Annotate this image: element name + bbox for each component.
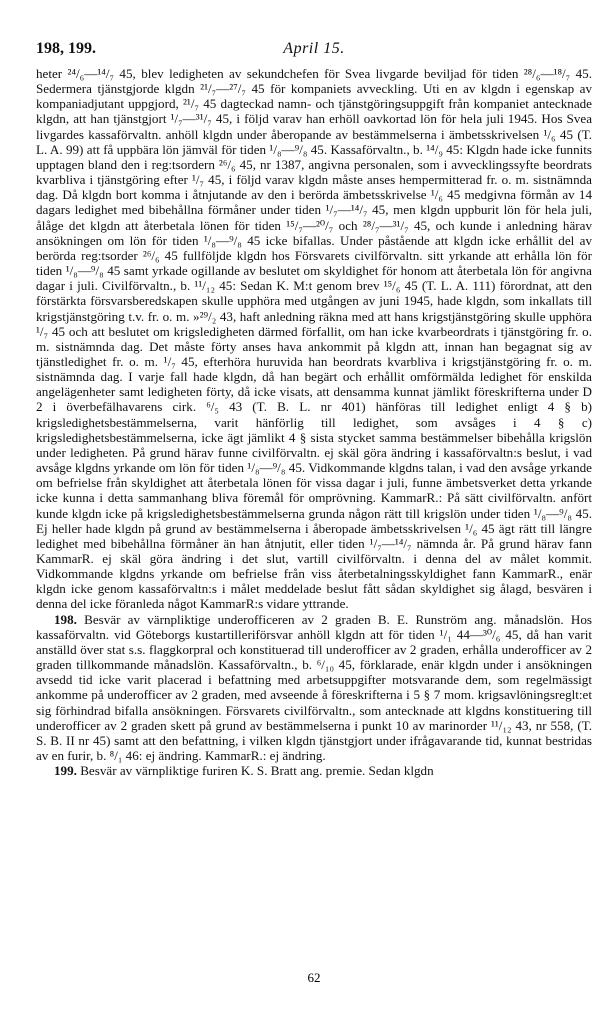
- body-text: [36, 66, 592, 778]
- section-number-199: 199.: [54, 763, 77, 779]
- paragraph-199-text: Besvär av värnpliktige furiren K. S. Bratt ang. premie. Sedan klgdn: [80, 763, 434, 779]
- document-page: [36, 40, 592, 778]
- page-number: 62: [307, 970, 321, 985]
- paragraph-198: [36, 612, 592, 764]
- paragraph-198-text: Besvär av värnpliktige underofficeren av 2 graden B. E. Runström ang. månadslön. Hos kassaförvaltn. vid Göteborgs kustartilleriförsvar anhöll klgdn att för tiden ¹/₁ 44—³⁰/₆ 45, då han varit anställd över stat s.s. flaggkorpral och konstituerad till underofficer av 2 graden, erhålla underofficer av 2 graden tillkommande månadslön. Kassaförvaltn., b. ⁶/₁₀ 45, förklarade, enär klgdn under i ansökningen avsedd tid icke varit placerad i befattning med arbetsuppgifter motsvarande dem, som regelmässigt ankomme på underofficer av 2 graden, med avseende å föreskrifterna i 5 § 7 mom. krigsavlöningsreglt:et sig förhindrad bifalla ansökningen. Försvarets civilförvaltn., som antecknade att klgdns konstituering till underofficer av 2 graden skett på grund av bestämmelserna i punkt 10 av marinorder ¹¹/₁₂ 43, nr 558, (T. S. B. II nr 45) samt att den befattning, i vilken klgdn tjänstgjort under ifrågavarande tid, kunnat bestridas av en furir, b. ⁸/₁ 46: ej ändring. KammarR.: ej ändring.: [36, 611, 592, 764]
- section-number-198: 198.: [54, 611, 77, 627]
- paragraph-continued: heter ²⁴/₆—¹⁴/₇ 45, blev ledigheten av sekundchefen för Svea livgarde beviljad för tiden ²⁸/₆—¹⁸/₇ 45. Sedermera tjänstgjorde klgdn ²¹/₇—²⁷/₇ 45 för kompaniets avveckling. Uti en av klgdn i egenskap av kompaniadjutant uppgjord, ²¹/₇ 45 dagteckad namn- och tjänstgöringsuppgift från kompaniet antecknade klgdn, att han tjänstgjort ¹/₇—³¹/₇ 45, i följd varav han erhöll oavkortad lön för hela juli 1945. Hos Svea livgardes kassaförvaltn. anhöll klgdn under åberopande av bestämmelserna i ämbetsskrivelsen ¹/₆ 45 (T. L. A. 99) att få uppbära lön jämväl för tiden ¹/₈—⁹/₈ 45. Kassaförvaltn., b. ¹⁴/₉ 45: Klgdn hade icke funnits upptagen bland den i reg:tsordern ²⁶/₆ 45, nr 1387, angivna personalen, som i avvecklingssyfte beordrats kvarbliva i tjänstgöring efter ¹/₇ 45, i följd varav klgdn måste anses hempermitterad fr. o. m. sistnämnda dag. Då klgdn bort komma i åtnjutande av den i berörda ämbetsskrivelse ¹/₆ 45 medgivna förmån av 14 dagars ledighet med bibehållna förmåner under tiden ¹/₇—¹⁴/₇ 45, men klgdn uppburit lön för hela juli, ålåge det klgdn att återbetala lönen för tiden ¹⁵/₇—²⁰/₇ och ²⁸/₇—³¹/₇ 45, och kunde i anledning härav ansökningen om lön för tiden ¹/₈—⁹/₈ 45 icke bifallas. Under påstående att klgdn icke erhållit del av berörda reg:tsorder ²⁶/₆ 45 fullföljde klgdn hos Försvarets civilförvaltn. sitt yrkande att erhålla lön för tiden ¹/₈—⁹/₈ 45 samt yrkade ogillande av beslutet om skyldighet för honom att återbetala lön för angivna dagar i juli. Civilförvaltn., b. ¹¹/₁₂ 45: Sedan K. M:t genom brev ¹⁵/₆ 45 (T. L. A. 111) förordnat, att den förstärkta försvarsberedskapen skulle upphöra med utgången av juni 1945, hade klgdn, som inkallats till krigstjänstgöring t.v. fr. o. m. »²⁹/₂ 43, haft anledning räkna med att hans krigstjänstgöring skulle upphöra ¹/₇ 45 och att beslutet om krigsledigheten därmed förfallit, om han icke kvarbeordrats i tjänstgöring fr. o. m. sistnämnda dag. Det måste förty anses hava ankommit på klgdn att, innan han begagnat sig av tjänstledighet fr. o. m. ¹/₇ 45, efterhöra huruvida han beordrats kvarbliva i krigstjänstgöring fr. o. m. sistnämnda dag. I varje fall hade klgdn, då han begärt och erhållit omförmälda ledighet för enskilda angelägenheter samt ledigheten förty, då icke visats, att densamma kunnat jämlikt föreskrifterna under D 2 i överbefälhavarens cirk. ⁶/₅ 43 (T. B. L. nr 401) hänföras till ledighet enligt 4 § b) krigsledighetsbestämmelserna, varit hänförlig till ledighet, som avsåges i 4 § c) krigsledighetsbestämmelserna, icke ägt jämlikt 4 § sista stycket samma bestämmelser bibehålla krigslön under ledigheten. På grund härav funne civilförvaltn. ej skäl göra ändring i kassaförvaltn:s beslut, i vad avsåge klgdns yrkande om lön för tiden ¹/₈—⁹/₈ 45. Vidkommande klgdns talan, i vad den avsåge yrkande om befrielse från skyldighet att återbetala lönen för vissa dagar i juli, funne ämbetsverket detta yrkande icke kunna i detta sammanhang bliva föremål för omprövning. KammarR.: På sätt civilförvaltn. anfört kunde klgdn icke på krigsledighetsbestämmelserna grunda någon rätt till krigslön under tiden ¹/₈—⁹/₈ 45. Ej heller hade klgdn på grund av bestämmelserna i åberopade ämbetsskrivelsen ¹/₆ 45 ägt rätt till längre ledighet med bibehållna förmåner än han åtnjutit, eller tiden ¹/₇—¹⁴/₇ nämnda år. På grund härav fann KammarR. ej skäl göra ändring i det slut, vartill civilförvaltn. i denna del av målet kommit. Vidkommande klgdns yrkande om befrielse från viss återbetalningsskyldighet fann KammarR., enär klgdn icke genom kassaförvaltn:s i målet meddelade beslut fått sådan skyldighet sig ålagd, besvären i denna del icke föranleda något KammarR:s vidare yttrande.: [36, 66, 592, 612]
- header-date: April 15.: [283, 40, 345, 57]
- paragraph-199: [36, 763, 592, 778]
- running-header: [36, 40, 592, 66]
- section-numbers: 198, 199.: [36, 40, 96, 57]
